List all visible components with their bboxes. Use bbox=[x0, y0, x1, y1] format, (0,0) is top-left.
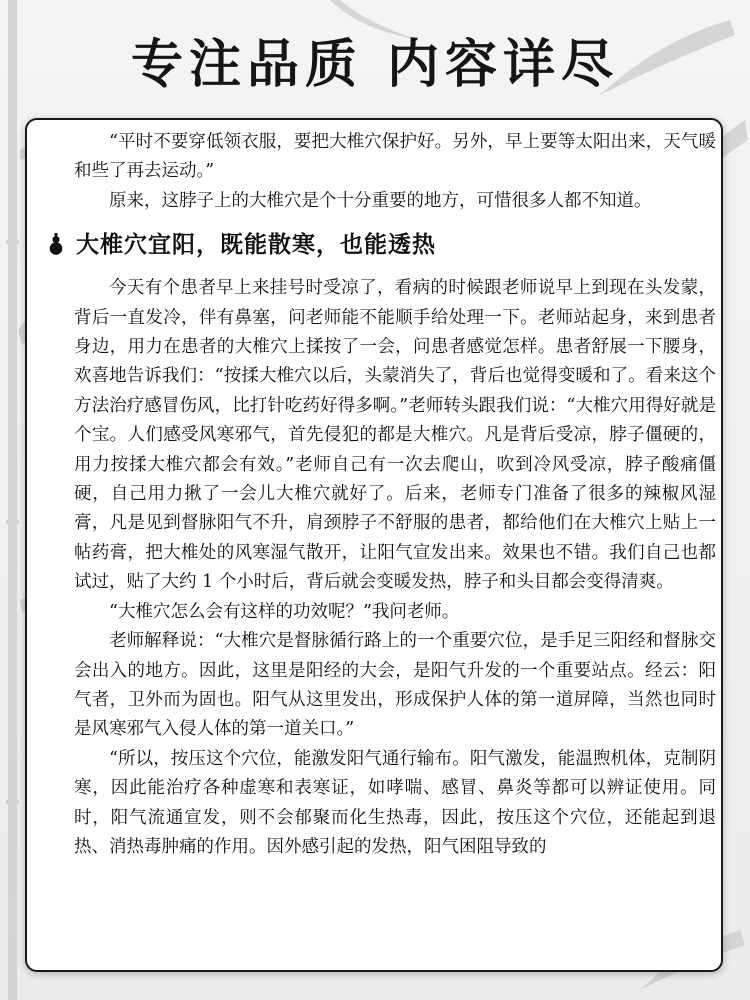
paragraph-intro-1: “平时不要穿低领衣服，要把大椎穴保护好。另外，早上要等太阳出来，天气暖和些了再去运动。” bbox=[74, 132, 716, 182]
banner-title: 专注品质 内容详尽 bbox=[130, 34, 620, 95]
section-heading-text: 大椎穴宜阳，既能散寒，也能透热 bbox=[76, 230, 436, 258]
paragraph-4: “所以，按压这个穴位，能激发阳气通行输布。阳气激发，能温煦机体，克制阴寒，因此能治疗各种虚寒和表寒证，如哮喘、感冒、鼻炎等都可以辨证使用。同时，阳气流通宣发，则不会郁聚而化生热毒，因此，按压这个穴位，还能起到退热、消热毒肿痛的作用。因外感引起的发热，阳气困阻导致的 bbox=[74, 748, 716, 857]
section-heading bbox=[48, 216, 716, 272]
book-page-card bbox=[25, 118, 723, 972]
paragraph-2: “大椎穴怎么会有这样的功效呢？”我问老师。 bbox=[109, 601, 460, 622]
gourd-icon bbox=[48, 233, 64, 255]
paragraph-1: 今天有个患者早上来挂号时受凉了，看病的时候跟老师说早上到现在头发蒙，背后一直发冷，伴有鼻塞，问老师能不能顺手给处理一下。老师站起身，来到患者身边，用力在患者的大椎穴上揉按了一会，问患者感觉怎样。患者舒展一下腰身，欢喜地告诉我们：“按揉大椎穴以后，头蒙消失了，背后也觉得变暖和了。看来这个方法治疗感冒伤风，比打针吃药好得多啊。”老师转头跟我们说：“大椎穴用得好就是个宝。人们感受风寒邪气，首先侵犯的都是大椎穴。凡是背后受凉，脖子僵硬的，用力按揉大椎穴都会有效。”老师自己有一次去爬山，吹到冷风受凉，脖子酸痛僵硬，自己用力揪了一会儿大椎穴就好了。后来，老师专门准备了很多的辣椒风湿膏，凡是见到督脉阳气不升，肩颈脖子不舒服的患者，都给他们在大椎穴上贴上一帖药膏，把大椎处的风寒湿气散开，让阳气宣发出来。效果也不错。我们自己也都试过，贴了大约 1 个小时后，背后就会变暖发热，脖子和头目都会变得清爽。 bbox=[74, 278, 716, 593]
article-body bbox=[74, 128, 716, 862]
paragraph-intro-2: 原来，这脖子上的大椎穴是个十分重要的地方，可惜很多人都不知道。 bbox=[109, 190, 652, 211]
paragraph-3: 老师解释说：“大椎穴是督脉循行路上的一个重要穴位，是手足三阳经和督脉交会出入的地方。因此，这里是阳经的大会，是阳气升发的一个重要站点。经云：阳气者，卫外而为固也。阳气从这里发出，形成保护人体的第一道屏障，当然也同时是风寒邪气入侵人体的第一道关口。” bbox=[74, 631, 716, 740]
